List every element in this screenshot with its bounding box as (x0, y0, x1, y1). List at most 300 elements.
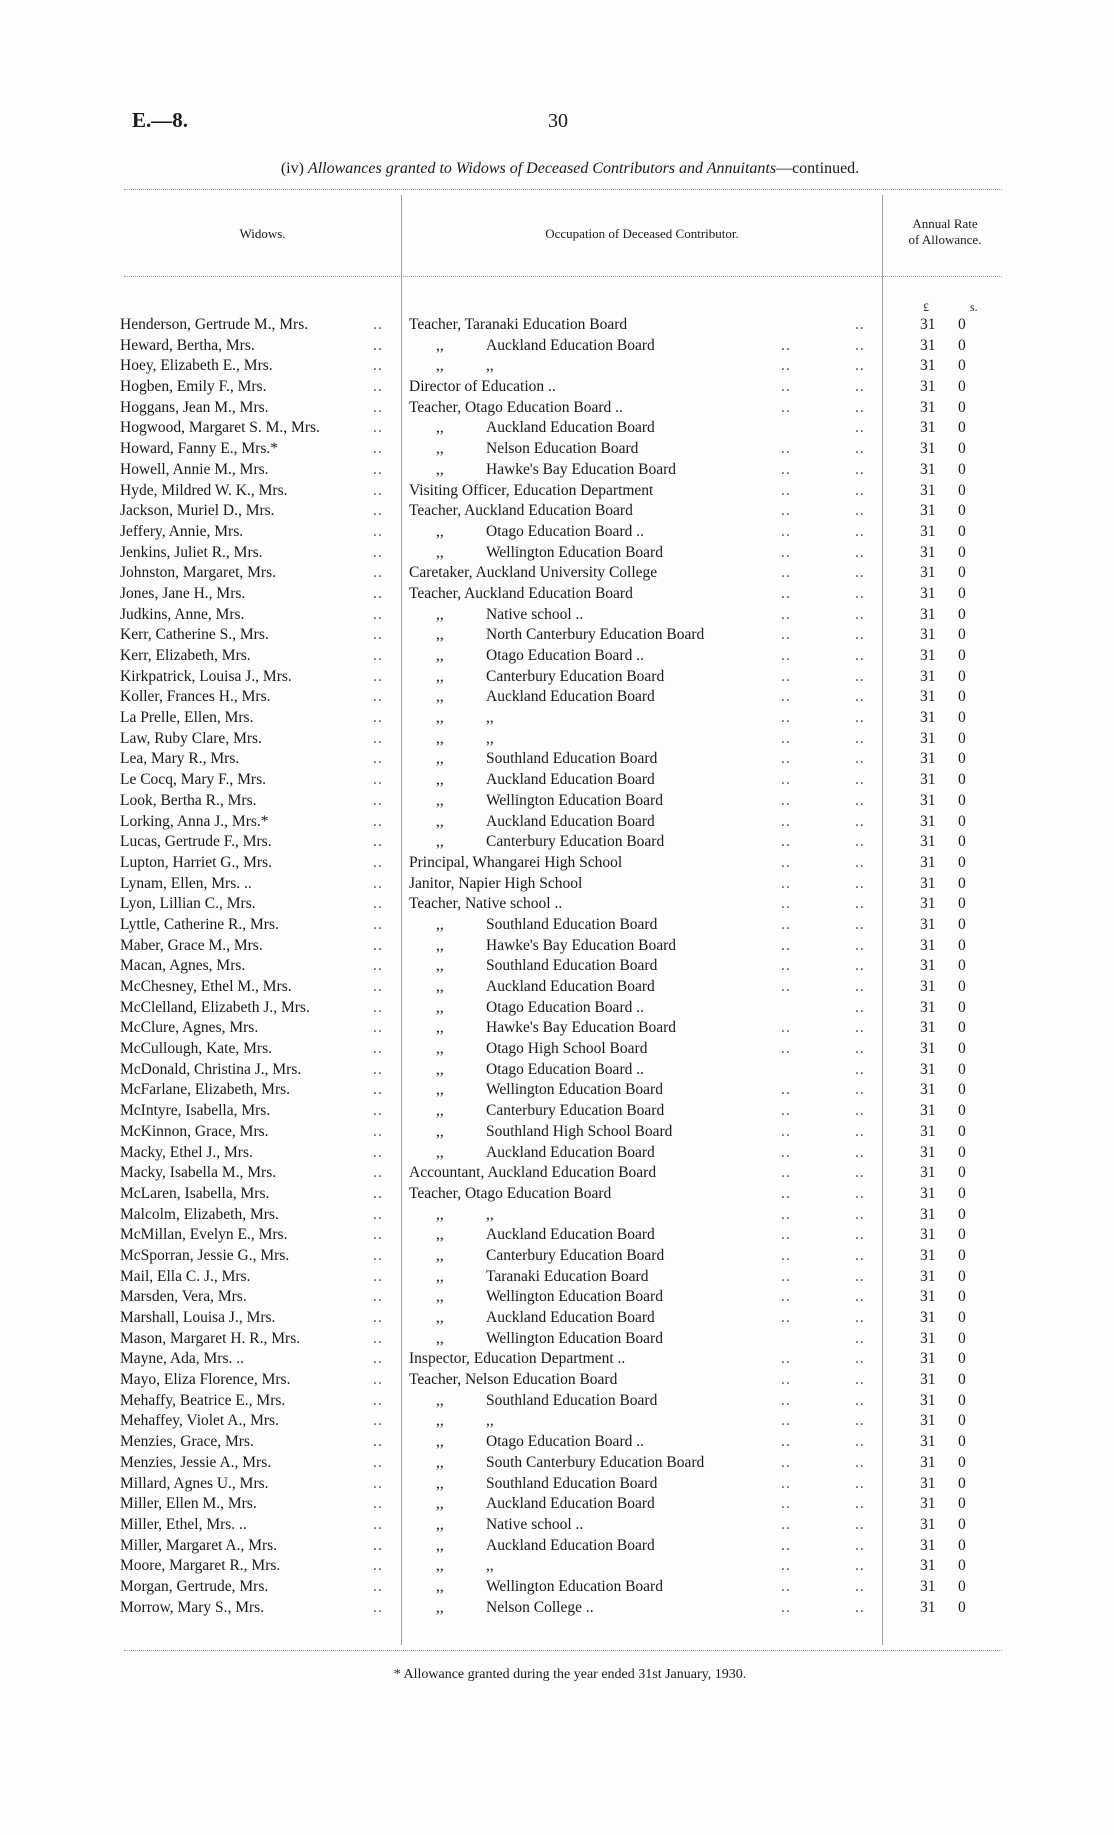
widow-name: Maber, Grace M., Mrs. (120, 936, 263, 954)
rate-leader: .. (855, 1143, 865, 1161)
rate-pounds: 31 (920, 419, 936, 437)
rate-pounds: 31 (920, 522, 936, 540)
table-row (0, 1039, 1114, 1060)
rate-leader: .. (855, 895, 865, 913)
name-leader: .. (373, 1391, 383, 1409)
rate-shillings: 0 (958, 543, 966, 561)
occupation-text: Otago High School Board (486, 1040, 648, 1058)
occupation-text: Teacher, Auckland Education Board (409, 502, 633, 520)
ditto-mark: ,, (436, 1081, 444, 1099)
rate-pounds: 31 (920, 750, 936, 768)
table-row (0, 708, 1114, 729)
rate-leader: .. (855, 1577, 865, 1595)
widow-name: Mehaffy, Beatrice E., Mrs. (120, 1391, 286, 1409)
rate-pounds: 31 (920, 688, 936, 706)
rate-leader: .. (855, 978, 865, 995)
rate-leader: .. (855, 605, 865, 623)
rate-shillings: 0 (958, 1205, 966, 1223)
ditto-mark: ,, (436, 1577, 444, 1595)
table-row (0, 1329, 1114, 1350)
name-leader: .. (373, 1557, 383, 1575)
rate-leader: .. (855, 1495, 865, 1513)
rate-shillings: 0 (958, 874, 966, 892)
rate-shillings: 0 (958, 667, 966, 685)
rate-leader: .. (855, 750, 865, 768)
name-leader: .. (373, 1412, 383, 1430)
occupation-leader: .. (781, 1453, 791, 1471)
rate-shillings: 0 (958, 522, 966, 540)
occupation-leader: .. (781, 771, 791, 789)
rate-shillings: 0 (958, 1329, 966, 1347)
rate-pounds: 31 (920, 1288, 936, 1306)
rate-pounds: 31 (920, 1081, 936, 1099)
occupation-text: Canterbury Education Board (486, 833, 665, 851)
rate-pounds: 31 (920, 1246, 936, 1264)
table-row (0, 812, 1114, 833)
ditto-mark: ,, (436, 709, 444, 727)
widow-name: Mail, Ella C. J., Mrs. (120, 1267, 251, 1285)
occupation-leader: .. (781, 978, 791, 995)
name-leader: .. (373, 1495, 383, 1513)
name-leader: .. (373, 1433, 383, 1451)
rate-shillings: 0 (958, 1371, 966, 1389)
name-leader: .. (373, 564, 383, 582)
occupation-text: Teacher, Otago Education Board (409, 1184, 612, 1202)
name-leader: .. (373, 1350, 383, 1368)
table-row (0, 894, 1114, 915)
ditto-mark: ,, (436, 1391, 444, 1409)
name-leader: .. (373, 543, 383, 561)
name-leader: .. (373, 502, 383, 520)
caption-prefix: (iv) (280, 160, 304, 177)
rate-pounds: 31 (920, 1143, 936, 1161)
rate-shillings: 0 (958, 357, 966, 375)
occupation-text: ,, (486, 1557, 494, 1575)
rate-shillings: 0 (958, 791, 966, 809)
rate-leader: .. (855, 874, 865, 892)
rate-shillings: 0 (958, 1164, 966, 1182)
occupation-leader: .. (781, 336, 791, 354)
occupation-text: Auckland Education Board (486, 978, 655, 995)
rate-shillings: 0 (958, 915, 966, 933)
name-leader: .. (373, 1453, 383, 1471)
name-leader: .. (373, 336, 383, 354)
ditto-mark: ,, (436, 1598, 444, 1616)
widow-name: Miller, Margaret A., Mrs. (120, 1536, 278, 1554)
name-leader: .. (373, 667, 383, 685)
rate-pounds: 31 (920, 647, 936, 664)
header-rate-line2: of Allowance. (908, 232, 982, 247)
table-row (0, 1184, 1114, 1205)
name-leader: .. (373, 771, 383, 789)
rate-leader: .. (855, 1536, 865, 1554)
table-row (0, 791, 1114, 812)
rate-shillings: 0 (958, 1495, 966, 1513)
widow-name: Mason, Margaret H. R., Mrs. (120, 1329, 301, 1347)
rate-pounds: 31 (920, 833, 936, 851)
occupation-text: Principal, Whangarei High School (409, 853, 623, 871)
widow-name: Miller, Ellen M., Mrs. (120, 1495, 257, 1513)
rate-pounds: 31 (920, 1515, 936, 1533)
name-leader: .. (373, 1329, 383, 1347)
rate-pounds: 31 (920, 398, 936, 416)
name-leader: .. (373, 1474, 383, 1492)
widow-name: Howell, Annie M., Mrs. (120, 460, 269, 478)
occupation-text: Otago Education Board .. (486, 1433, 644, 1451)
name-leader: .. (373, 1143, 383, 1161)
widows-table (0, 315, 1114, 1618)
widow-name: Moore, Margaret R., Mrs. (120, 1557, 281, 1575)
rate-leader: .. (855, 812, 865, 830)
occupation-leader: .. (781, 626, 791, 644)
table-row (0, 501, 1114, 522)
rate-leader: .. (855, 1371, 865, 1389)
occupation-text: Wellington Education Board (486, 1081, 663, 1099)
rate-shillings: 0 (958, 316, 966, 333)
rate-leader: .. (855, 688, 865, 706)
name-leader: .. (373, 833, 383, 851)
rate-pounds: 31 (920, 1205, 936, 1223)
ditto-mark: ,, (436, 1309, 444, 1326)
table-row (0, 1453, 1114, 1474)
table-row (0, 1143, 1114, 1164)
widow-name: McDonald, Christina J., Mrs. (120, 1060, 302, 1078)
rate-leader: .. (855, 522, 865, 540)
rate-leader: .. (855, 1184, 865, 1202)
rate-pounds: 31 (920, 729, 936, 747)
table-row (0, 481, 1114, 502)
ditto-mark: ,, (436, 1019, 444, 1037)
occupation-text: Director of Education .. (409, 378, 556, 396)
rate-pounds: 31 (920, 543, 936, 561)
ditto-mark: ,, (436, 1205, 444, 1223)
widow-name: Heward, Bertha, Mrs. (120, 336, 255, 354)
occupation-text: Southland Education Board (486, 750, 658, 768)
ditto-mark: ,, (436, 998, 444, 1016)
ditto-mark: ,, (436, 1060, 444, 1078)
table-row (0, 1577, 1114, 1598)
rate-leader: .. (855, 543, 865, 561)
rate-leader: .. (855, 1329, 865, 1347)
table-row (0, 1101, 1114, 1122)
ditto-mark: ,, (436, 419, 444, 437)
rate-pounds: 31 (920, 1164, 936, 1182)
name-leader: .. (373, 1226, 383, 1244)
name-leader: .. (373, 1019, 383, 1037)
widow-name: Lupton, Harriet G., Mrs. (120, 853, 272, 871)
table-row (0, 377, 1114, 398)
ditto-mark: ,, (436, 1495, 444, 1513)
table-row (0, 522, 1114, 543)
table-row (0, 1080, 1114, 1101)
table-row (0, 625, 1114, 646)
occupation-text: Southland Education Board (486, 1391, 658, 1409)
rate-leader: .. (855, 502, 865, 520)
ditto-mark: ,, (436, 460, 444, 478)
rate-leader: .. (855, 1102, 865, 1120)
occupation-text: Otago Education Board .. (486, 1060, 644, 1078)
widow-name: Lyttle, Catherine R., Mrs. (120, 915, 279, 933)
rate-pounds: 31 (920, 791, 936, 809)
widow-name: Hogben, Emily F., Mrs. (120, 378, 267, 396)
rate-leader: .. (855, 667, 865, 685)
table-row (0, 1060, 1114, 1081)
name-leader: .. (373, 605, 383, 623)
name-leader: .. (373, 1102, 383, 1120)
rate-pounds: 31 (920, 1122, 936, 1140)
rate-shillings: 0 (958, 502, 966, 520)
widow-name: Le Cocq, Mary F., Mrs. (120, 771, 266, 789)
table-row (0, 1246, 1114, 1267)
occupation-leader: .. (781, 357, 791, 375)
widow-name: Judkins, Anne, Mrs. (120, 605, 245, 623)
rate-leader: .. (855, 1309, 865, 1326)
rate-shillings: 0 (958, 1019, 966, 1037)
table-row (0, 1308, 1114, 1329)
rate-shillings: 0 (958, 1433, 966, 1451)
ditto-mark: ,, (436, 1102, 444, 1120)
occupation-text: ,, (486, 1205, 494, 1223)
rate-shillings: 0 (958, 833, 966, 851)
widow-name: Malcolm, Elizabeth, Mrs. (120, 1205, 279, 1223)
ditto-mark: ,, (436, 1226, 444, 1244)
table-row (0, 1122, 1114, 1143)
occupation-text: Wellington Education Board (486, 1329, 663, 1347)
rate-leader: .. (855, 833, 865, 851)
occupation-leader: .. (781, 398, 791, 416)
occupation-leader: .. (781, 1164, 791, 1182)
rate-pounds: 31 (920, 316, 936, 333)
widow-name: Hoey, Elizabeth E., Mrs. (120, 357, 273, 375)
occupation-text: North Canterbury Education Board (486, 626, 705, 644)
rate-pounds: 31 (920, 1391, 936, 1409)
ditto-mark: ,, (436, 688, 444, 706)
rate-leader: .. (855, 1060, 865, 1078)
widow-name: McCullough, Kate, Mrs. (120, 1040, 272, 1058)
ditto-mark: ,, (436, 667, 444, 685)
header-bottom-rule (124, 276, 1002, 277)
table-row (0, 1018, 1114, 1039)
rate-pounds: 31 (920, 998, 936, 1016)
rate-leader: .. (855, 1040, 865, 1058)
rate-shillings: 0 (958, 1309, 966, 1326)
rate-leader: .. (855, 316, 865, 333)
rate-shillings: 0 (958, 564, 966, 582)
rate-pounds: 31 (920, 378, 936, 396)
rate-pounds: 31 (920, 626, 936, 644)
occupation-leader: .. (781, 1536, 791, 1554)
occupation-leader: .. (781, 502, 791, 520)
rate-leader: .. (855, 357, 865, 375)
table-row (0, 563, 1114, 584)
name-leader: .. (373, 1288, 383, 1306)
rate-pounds: 31 (920, 1019, 936, 1037)
widow-name: Hogwood, Margaret S. M., Mrs. (120, 419, 320, 437)
occupation-leader: .. (781, 378, 791, 396)
occupation-text: Canterbury Education Board (486, 667, 665, 685)
name-leader: .. (373, 791, 383, 809)
ditto-mark: ,, (436, 357, 444, 375)
name-leader: .. (373, 419, 383, 437)
rate-pounds: 31 (920, 1474, 936, 1492)
widow-name: McChesney, Ethel M., Mrs. (120, 978, 292, 995)
rate-pounds: 31 (920, 874, 936, 892)
rate-pounds: 31 (920, 336, 936, 354)
occupation-leader: .. (781, 895, 791, 913)
table-row (0, 1556, 1114, 1577)
widow-name: Miller, Ethel, Mrs. .. (120, 1515, 247, 1533)
rate-leader: .. (855, 998, 865, 1016)
rate-pounds: 31 (920, 1040, 936, 1058)
widow-name: Lynam, Ellen, Mrs. .. (120, 874, 252, 892)
rate-pounds: 31 (920, 1412, 936, 1430)
name-leader: .. (373, 915, 383, 933)
widow-name: Mayo, Eliza Florence, Mrs. (120, 1371, 291, 1389)
rate-pounds: 31 (920, 1102, 936, 1120)
name-leader: .. (373, 1060, 383, 1078)
occupation-leader: .. (781, 1184, 791, 1202)
table-caption (130, 160, 1010, 178)
rate-pounds: 31 (920, 605, 936, 623)
table-row (0, 1370, 1114, 1391)
rate-shillings: 0 (958, 1040, 966, 1058)
rate-pounds: 31 (920, 460, 936, 478)
rate-leader: .. (855, 1474, 865, 1492)
widow-name: McClure, Agnes, Mrs. (120, 1019, 259, 1037)
rate-leader: .. (855, 1391, 865, 1409)
occupation-leader: .. (781, 750, 791, 768)
rate-pounds: 31 (920, 1309, 936, 1326)
occupation-leader: .. (781, 647, 791, 664)
table-row (0, 832, 1114, 853)
rate-leader: .. (855, 709, 865, 727)
rate-leader: .. (855, 460, 865, 478)
ditto-mark: ,, (436, 1246, 444, 1264)
table-row (0, 977, 1114, 998)
name-leader: .. (373, 460, 383, 478)
rate-shillings: 0 (958, 729, 966, 747)
rate-leader: .. (855, 378, 865, 396)
rate-shillings: 0 (958, 1226, 966, 1244)
widow-name: Koller, Frances H., Mrs. (120, 688, 271, 706)
table-row (0, 667, 1114, 688)
caption-suffix: —continued. (776, 160, 860, 177)
name-leader: .. (373, 584, 383, 602)
ditto-mark: ,, (436, 1288, 444, 1306)
ditto-mark: ,, (436, 1040, 444, 1058)
rate-shillings: 0 (958, 419, 966, 437)
rate-shillings: 0 (958, 378, 966, 396)
name-leader: .. (373, 1246, 383, 1264)
occupation-leader: .. (781, 1226, 791, 1244)
table-row (0, 605, 1114, 626)
rate-shillings: 0 (958, 1453, 966, 1471)
widow-name: Macky, Ethel J., Mrs. (120, 1143, 253, 1161)
occupation-leader: .. (781, 584, 791, 602)
occupation-leader: .. (781, 729, 791, 747)
ditto-mark: ,, (436, 791, 444, 809)
rate-leader: .. (855, 936, 865, 954)
rate-pounds: 31 (920, 915, 936, 933)
occupation-text: ,, (486, 1412, 494, 1430)
occupation-text: Auckland Education Board (486, 1309, 655, 1326)
ditto-mark: ,, (436, 978, 444, 995)
name-leader: .. (373, 1122, 383, 1140)
occupation-leader: .. (781, 791, 791, 809)
widow-name: Marshall, Louisa J., Mrs. (120, 1309, 276, 1326)
rate-leader: .. (855, 729, 865, 747)
caption-title: Allowances granted to Widows of Deceased Contributors and Annuitants (307, 160, 777, 177)
name-leader: .. (373, 398, 383, 416)
occupation-leader: .. (781, 1040, 791, 1058)
table-row (0, 418, 1114, 439)
ditto-mark: ,, (436, 729, 444, 747)
occupation-leader: .. (781, 1288, 791, 1306)
table-row (0, 1411, 1114, 1432)
rate-pounds: 31 (920, 709, 936, 727)
rate-shillings: 0 (958, 398, 966, 416)
name-leader: .. (373, 1577, 383, 1595)
rate-pounds: 31 (920, 1060, 936, 1078)
rate-leader: .. (855, 440, 865, 458)
occupation-leader: .. (781, 1246, 791, 1264)
rate-shillings: 0 (958, 1102, 966, 1120)
rate-leader: .. (855, 584, 865, 602)
occupation-leader: .. (781, 667, 791, 685)
name-leader: .. (373, 1371, 383, 1389)
rate-leader: .. (855, 481, 865, 499)
widow-name: McKinnon, Grace, Mrs. (120, 1122, 269, 1140)
rate-pounds: 31 (920, 936, 936, 954)
ditto-mark: ,, (436, 1515, 444, 1533)
occupation-text: ,, (486, 357, 494, 375)
rate-leader: .. (855, 626, 865, 644)
occupation-text: Teacher, Nelson Education Board (409, 1371, 618, 1389)
ditto-mark: ,, (436, 936, 444, 954)
occupation-text: Auckland Education Board (486, 1226, 655, 1244)
occupation-leader: .. (781, 936, 791, 954)
rate-shillings: 0 (958, 1536, 966, 1554)
table-row (0, 1432, 1114, 1453)
occupation-leader: .. (781, 812, 791, 830)
occupation-leader: .. (781, 874, 791, 892)
widow-name: Macky, Isabella M., Mrs. (120, 1164, 277, 1182)
occupation-leader: .. (781, 1019, 791, 1037)
widow-name: Menzies, Jessie A., Mrs. (120, 1453, 272, 1471)
occupation-text: Hawke's Bay Education Board (486, 460, 677, 478)
rate-shillings: 0 (958, 1143, 966, 1161)
widow-name: Hyde, Mildred W. K., Mrs. (120, 481, 288, 499)
widow-name: Johnston, Margaret, Mrs. (120, 564, 276, 582)
rate-shillings: 0 (958, 688, 966, 706)
occupation-text: Wellington Education Board (486, 1288, 663, 1306)
occupation-leader: .. (781, 688, 791, 706)
widow-name: Morgan, Gertrude, Mrs. (120, 1577, 269, 1595)
rate-pounds: 31 (920, 812, 936, 830)
occupation-leader: .. (781, 915, 791, 933)
occupation-leader: .. (781, 833, 791, 851)
ditto-mark: ,, (436, 647, 444, 664)
table-row (0, 439, 1114, 460)
rate-pounds: 31 (920, 895, 936, 913)
ditto-mark: ,, (436, 522, 444, 540)
occupation-text: Otago Education Board .. (486, 998, 644, 1016)
name-leader: .. (373, 1081, 383, 1099)
rate-shillings: 0 (958, 1288, 966, 1306)
occupation-leader: .. (781, 1495, 791, 1513)
rate-leader: .. (855, 398, 865, 416)
rate-shillings: 0 (958, 1184, 966, 1202)
